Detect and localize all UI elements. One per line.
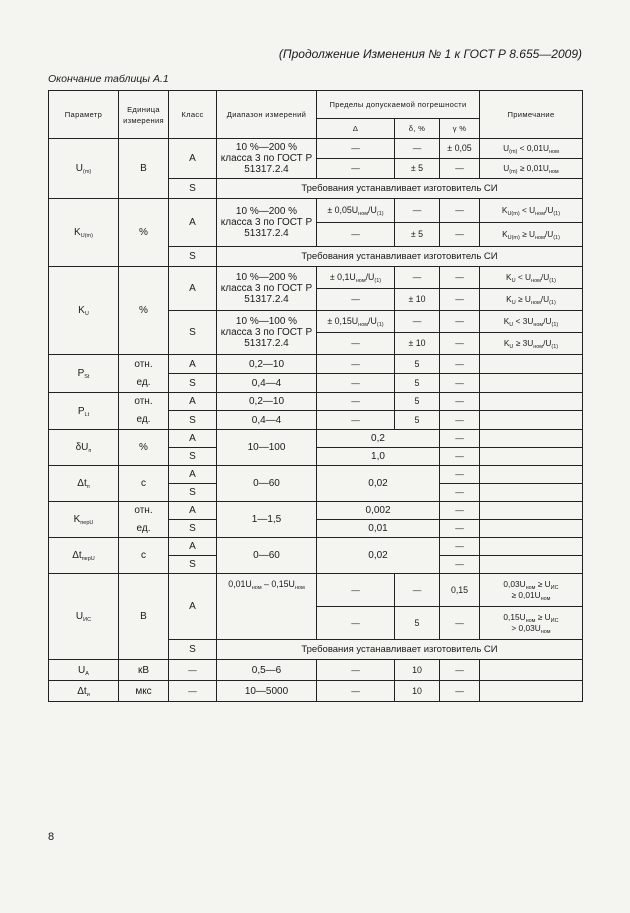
gamma-cell: — — [440, 502, 480, 520]
class-cell: S — [169, 520, 217, 538]
class-cell: S — [169, 640, 217, 660]
gamma-cell: — — [440, 520, 480, 538]
note-cell: $0,15U_{ном} \ge U_{ИС}$ > $0,03U_{ном}$ — [480, 607, 583, 640]
gamma-cell: — — [440, 430, 480, 448]
class-cell: A — [169, 502, 217, 520]
class-cell: A — [169, 139, 217, 179]
header-note: Примечание — [480, 91, 583, 139]
note-cell — [480, 411, 583, 430]
rel-cell: 5 — [395, 393, 440, 411]
gamma-cell: — — [440, 311, 480, 333]
unit-cell: отн. — [119, 393, 169, 411]
gamma-cell: — — [440, 607, 480, 640]
param-k-per-u: $K_{перU}$ — [49, 502, 119, 538]
gamma-cell: — — [440, 660, 480, 681]
gamma-cell: ± 0,05 — [440, 139, 480, 159]
note-cell: $K_U < U_{ном}/U_{(1)}$ — [480, 267, 583, 289]
unit-cell: % — [119, 199, 169, 267]
note-cell: $U_{(m)} \ge 0,01U_{ном}$ — [480, 159, 583, 179]
note-cell — [480, 520, 583, 538]
gamma-cell: — — [440, 374, 480, 393]
unit-cell: отн. — [119, 502, 169, 520]
rel-cell: 5 — [395, 374, 440, 393]
abs-cell: ± $0,05U_{ном}/U_{(1)}$ — [317, 199, 395, 223]
note-cell: $K_U \ge 3U_{ном}/U_{(1)}$ — [480, 333, 583, 355]
param-dt-p: $\Delta t_п$ — [49, 466, 119, 502]
gamma-cell: 0,15 — [440, 574, 480, 607]
gamma-cell: — — [440, 556, 480, 574]
note-cell: $K_U < 3U_{ном}/U_{(1)}$ — [480, 311, 583, 333]
rel-cell: — — [395, 574, 440, 607]
unit-cell: В — [119, 139, 169, 199]
abs-cell: — — [317, 574, 395, 607]
gamma-cell: — — [440, 333, 480, 355]
note-cell — [480, 556, 583, 574]
range-cell: 0,2—10 — [217, 393, 317, 411]
param-p-st: $P_{St}$ — [49, 355, 119, 393]
abs-cell: 1,0 — [317, 448, 440, 466]
class-cell: A — [169, 393, 217, 411]
range-cell: 10 %—200 % класса 3 по ГОСТ Р 51317.2.4 — [217, 267, 317, 311]
class-cell: S — [169, 247, 217, 267]
abs-cell: — — [317, 607, 395, 640]
gamma-cell: — — [440, 411, 480, 430]
manufacturer-requirement: Требования устанавливает изготовитель СИ — [217, 640, 583, 660]
rel-cell: — — [395, 139, 440, 159]
class-cell: S — [169, 411, 217, 430]
range-cell: 0,5—6 — [217, 660, 317, 681]
unit-cell: % — [119, 267, 169, 355]
note-cell — [480, 430, 583, 448]
page-number: 8 — [48, 831, 55, 843]
range-cell: 0,4—4 — [217, 374, 317, 393]
gamma-cell: — — [440, 199, 480, 223]
abs-cell: — — [317, 159, 395, 179]
header-range: Диапазон измерений — [217, 91, 317, 139]
range-cell: 1—1,5 — [217, 502, 317, 538]
gamma-cell: — — [440, 466, 480, 484]
header-param: Параметр — [49, 91, 119, 139]
abs-cell: — — [317, 660, 395, 681]
gamma-cell: — — [440, 393, 480, 411]
note-cell — [480, 466, 583, 484]
note-cell: $K_{U(m)} \ge U_{ном}/U_{(1)}$ — [480, 223, 583, 247]
class-cell: S — [169, 311, 217, 355]
note-cell: $K_U \ge U_{ном}/U_{(1)}$ — [480, 289, 583, 311]
unit-cell: мкс — [119, 681, 169, 702]
class-cell: A — [169, 574, 217, 640]
gamma-cell: — — [440, 681, 480, 702]
manufacturer-requirement: Требования устанавливает изготовитель СИ — [217, 247, 583, 267]
range-cell: 0,2—10 — [217, 355, 317, 374]
unit-cell: кВ — [119, 660, 169, 681]
class-cell: A — [169, 267, 217, 311]
note-cell — [480, 538, 583, 556]
note-cell — [480, 374, 583, 393]
gamma-cell: — — [440, 289, 480, 311]
rel-cell: ± 5 — [395, 223, 440, 247]
class-cell: — — [169, 660, 217, 681]
note-cell — [480, 681, 583, 702]
gamma-cell: — — [440, 355, 480, 374]
rel-cell: — — [395, 199, 440, 223]
unit-cell: с — [119, 466, 169, 502]
abs-cell: — — [317, 333, 395, 355]
rel-cell: 10 — [395, 681, 440, 702]
header-unit: Единица измерения — [119, 91, 169, 139]
range-cell: 0,4—4 — [217, 411, 317, 430]
abs-cell: — — [317, 223, 395, 247]
param-u-is: $U_{ИС}$ — [49, 574, 119, 660]
header-delta-rel: δ, % — [395, 119, 440, 139]
abs-cell: ± $0,1U_{ном}/U_{(1)}$ — [317, 267, 395, 289]
unit-cell: отн. — [119, 355, 169, 374]
note-cell — [480, 502, 583, 520]
class-cell: S — [169, 374, 217, 393]
class-cell: S — [169, 448, 217, 466]
unit-cell: с — [119, 538, 169, 574]
range-cell: 10 %—100 % класса 3 по ГОСТ Р 51317.2.4 — [217, 311, 317, 355]
range-cell: $0,01U_{ном} - 0,15U_{ном}$ — [217, 574, 317, 640]
class-cell: S — [169, 556, 217, 574]
abs-cell: 0,2 — [317, 430, 440, 448]
abs-cell: 0,02 — [317, 466, 440, 502]
class-cell: S — [169, 179, 217, 199]
rel-cell: 5 — [395, 411, 440, 430]
abs-cell: — — [317, 355, 395, 374]
class-cell: — — [169, 681, 217, 702]
range-cell: 10 %—200 % класса 3 по ГОСТ Р 51317.2.4 — [217, 199, 317, 247]
abs-cell: — — [317, 289, 395, 311]
param-u-a: $U_A$ — [49, 660, 119, 681]
rel-cell: ± 10 — [395, 289, 440, 311]
table-caption: Окончание таблицы А.1 — [48, 73, 169, 85]
error-limits-table — [48, 90, 583, 702]
gamma-cell: — — [440, 448, 480, 466]
class-cell: A — [169, 430, 217, 448]
abs-cell: 0,002 — [317, 502, 440, 520]
param-dt-i: $\Delta t_и$ — [49, 681, 119, 702]
range-cell: 10 %—200 % класса 3 по ГОСТ Р 51317.2.4 — [217, 139, 317, 179]
rel-cell: — — [395, 267, 440, 289]
unit-cell: ед. — [119, 520, 169, 538]
note-cell: $U_{(m)} < 0,01U_{ном}$ — [480, 139, 583, 159]
param-du-p: $\delta U_п$ — [49, 430, 119, 466]
header-gamma: γ % — [440, 119, 480, 139]
class-cell: A — [169, 355, 217, 374]
note-cell — [480, 355, 583, 374]
rel-cell: — — [395, 311, 440, 333]
abs-cell: ± $0,15U_{ном}/U_{(1)}$ — [317, 311, 395, 333]
range-cell: 0—60 — [217, 538, 317, 574]
header-class: Класс — [169, 91, 217, 139]
abs-cell: — — [317, 393, 395, 411]
unit-cell: В — [119, 574, 169, 660]
abs-cell: 0,01 — [317, 520, 440, 538]
rel-cell: ± 10 — [395, 333, 440, 355]
param-p-lt: $P_{Lt}$ — [49, 393, 119, 430]
rel-cell: 5 — [395, 355, 440, 374]
manufacturer-requirement: Требования устанавливает изготовитель СИ — [217, 179, 583, 199]
note-cell — [480, 660, 583, 681]
header-limits: Пределы допускаемой погрешности — [317, 91, 480, 119]
class-cell: A — [169, 538, 217, 556]
header-delta-abs: Δ — [317, 119, 395, 139]
range-cell: 10—100 — [217, 430, 317, 466]
note-cell: $0,03U_{ном} \ge U_{ИС}$ ≥ $0,01U_{ном}$ — [480, 574, 583, 607]
abs-cell: — — [317, 681, 395, 702]
note-cell — [480, 448, 583, 466]
abs-cell: — — [317, 411, 395, 430]
gamma-cell: — — [440, 484, 480, 502]
gamma-cell: — — [440, 538, 480, 556]
class-cell: A — [169, 466, 217, 484]
abs-cell: — — [317, 374, 395, 393]
param-dt-per-u: $\Delta t_{перU}$ — [49, 538, 119, 574]
abs-cell: 0,02 — [317, 538, 440, 574]
class-cell: A — [169, 199, 217, 247]
rel-cell: 5 — [395, 607, 440, 640]
gamma-cell: — — [440, 159, 480, 179]
class-cell: S — [169, 484, 217, 502]
rel-cell: ± 5 — [395, 159, 440, 179]
gamma-cell: — — [440, 267, 480, 289]
rel-cell: 10 — [395, 660, 440, 681]
range-cell: 0—60 — [217, 466, 317, 502]
param-k-u: $K_U$ — [49, 267, 119, 355]
abs-cell: — — [317, 139, 395, 159]
note-cell — [480, 484, 583, 502]
note-cell: $K_{U(m)} < U_{ном}/U_{(1)}$ — [480, 199, 583, 223]
unit-cell: ед. — [119, 374, 169, 393]
unit-cell: ед. — [119, 411, 169, 430]
param-k-u-m: $K_{U(m)}$ — [49, 199, 119, 267]
unit-cell: % — [119, 430, 169, 466]
gamma-cell: — — [440, 223, 480, 247]
note-cell — [480, 393, 583, 411]
range-cell: 10—5000 — [217, 681, 317, 702]
continuation-header: (Продолжение Изменения № 1 к ГОСТ Р 8.655—2009) — [278, 47, 582, 61]
param-u-m: $U_{(m)}$ — [49, 139, 119, 199]
